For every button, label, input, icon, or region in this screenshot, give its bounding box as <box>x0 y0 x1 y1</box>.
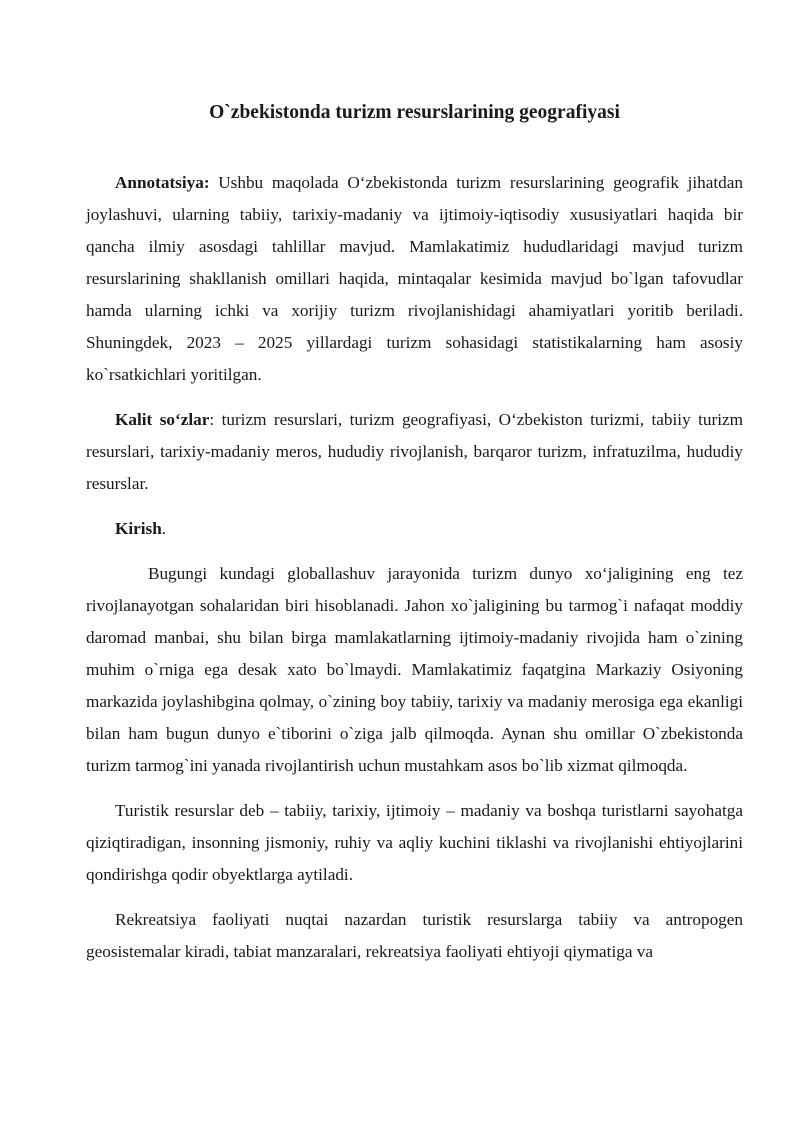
body-paragraph: Turistik resurslar deb – tabiiy, tarixiy, ijtimoiy – madaniy va boshqa turistlarni sayohatga qiziqtiradigan, insonning jismoniy, ruhiy va aqliy kuchini tiklashi va rivojlanishi ehtiyojlarini qondirishga qodir obyektlarga aytiladi. <box>86 801 743 885</box>
body-paragraph: Bugungi kundagi globallashuv jarayonida turizm dunyo xo‘jaligining eng tez rivojlanayotgan sohalaridan biri hisoblanadi. Jahon xo`jaligining bu tarmog`i nafaqat moddiy daromad manbai, shu bilan birga mamlakatlarning ijtimoiy-madaniy rivojida ham o`zining muhim o`rniga ega desak xato bo`lmaydi. Mamlakatimiz faqatgina Markaziy Osiyoning markazida joylashibgina qolmay, o`zining boy tabiiy, tarixiy va madaniy merosiga ega ekanligi bilan ham bugun dunyo e`tiborini o`ziga jalb qilmoqda. Aynan shu omillar O`zbekistonda turizm tarmog`ini yanada rivojlantirish uchun mustahkam asos bo`lib xizmat qilmoqda. <box>86 564 743 776</box>
abstract-label: Annotatsiya: <box>115 173 210 193</box>
abstract-paragraph <box>86 167 743 391</box>
body-paragraph: Rekreatsiya faoliyati nuqtai nazardan turistik resurslarga tabiiy va antropogen geosistemalar kiradi, tabiat manzaralari, rekreatsiya faoliyati ehtiyoji qiymatiga va <box>86 910 743 962</box>
abstract-text: Ushbu maqolada O‘zbekistonda turizm resurslarining geografik jihatdan joylashuvi, ularning tabiiy, tarixiy-madaniy va ijtimoiy-iqtisodiy xususiyatlari haqida bir qancha ilmiy asosdagi tahlillar mavjud. Mamlakatimiz hududlaridagi mavjud turizm resurslarining shakllanish omillari haqida, mintaqalar kesimida mavjud bo`lgan tafovudlar hamda ularning ichki va xorijiy turizm rivojlanishidagi ahamiyatlari yoritib beriladi. Shuningdek, 2023 – 2025 yillardagi turizm sohasidagi statistikalarning ham asosiy ko`rsatkichlari yoritilgan. <box>86 173 743 385</box>
document-page <box>86 100 743 981</box>
keywords-paragraph <box>86 404 743 500</box>
intro-suffix: . <box>161 519 167 539</box>
document-title: O`zbekistonda turizm resurslarining geografiyasi <box>209 102 620 123</box>
keywords-label: Kalit so‘zlar <box>115 410 210 430</box>
intro-heading <box>86 513 743 545</box>
intro-label: Kirish <box>115 519 162 539</box>
keywords-text: : turizm resurslari, turizm geografiyasi, O‘zbekiston turizmi, tabiiy turizm resurslari, tarixiy-madaniy meros, hududiy rivojlanish, barqaror turizm, infratuzilma, hududiy resurslar. <box>86 410 744 494</box>
